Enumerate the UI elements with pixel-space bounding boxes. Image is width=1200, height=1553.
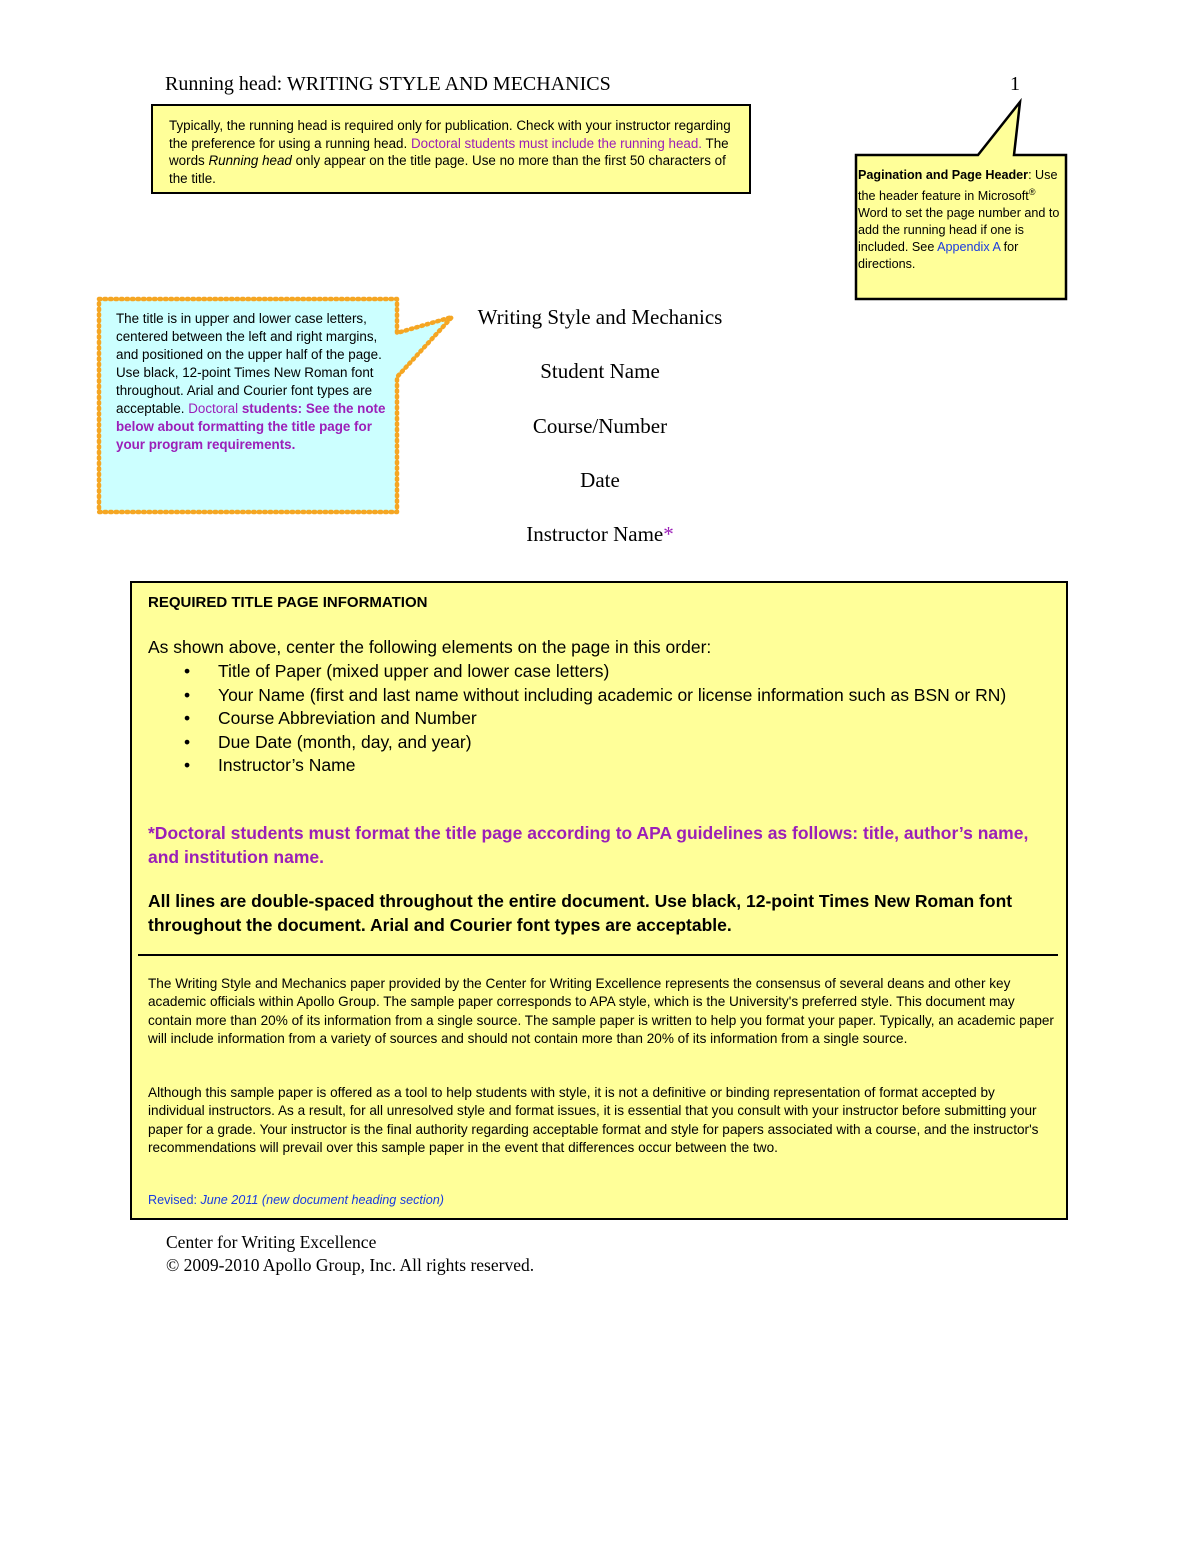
doctoral-running-head-note: Doctoral students must include the running head. — [410, 135, 703, 151]
running-head-italic: Running head — [208, 153, 292, 168]
revised-description: (new document heading section) — [261, 1193, 444, 1207]
list-item: • Your Name (first and last name without including academic or license information such as BSN or RN) — [148, 684, 1048, 708]
instructor-name — [400, 522, 800, 547]
footer-copyright: © 2009-2010 Apollo Group, Inc. All rights reserved. — [166, 1255, 535, 1275]
course-number: Course/Number — [532, 414, 668, 438]
pagination-note-heading: Pagination and Page Header — [858, 168, 1029, 182]
list-item: • Course Abbreviation and Number — [148, 707, 1048, 731]
required-list — [148, 660, 1048, 778]
date: Date — [580, 468, 620, 492]
list-item: • Title of Paper (mixed upper and lower case letters) — [148, 660, 1048, 684]
spacing-requirement: All lines are double-spaced throughout the entire document. Use black, 12-point Times New Roman font throughout the document. Arial and Courier font types are acceptable. — [148, 891, 1013, 935]
pagination-note-text-b: Word to set the page number and to add the running head if one is included. See — [858, 206, 1060, 255]
doctoral-requirement: *Doctoral students must format the title page according to APA guidelines as follows: title, author’s name, and institution name. — [148, 823, 1029, 867]
page-number: 1 — [1010, 73, 1020, 95]
required-intro: As shown above, center the following elements on the page in this order: — [148, 637, 712, 657]
list-item: • Due Date (month, day, and year) — [148, 731, 1048, 755]
student-name: Student Name — [540, 359, 660, 383]
title-note-doctoral: Doctoral — [188, 401, 239, 416]
running-head-note-text-b: The words — [169, 135, 729, 168]
required-info-box — [130, 581, 1068, 1220]
list-item: • Instructor’s Name — [148, 754, 1048, 778]
instructor-name-text: Instructor Name — [526, 522, 664, 546]
paper-title: Writing Style and Mechanics — [477, 305, 723, 329]
pagination-note-text: : Use the header feature in Microsoft — [858, 168, 1058, 204]
title-note-doctoral-bold: students: See the note below about formatting the title page for your program requirements. — [116, 401, 386, 452]
title-note-text: The title is in upper and lower case letters, centered between the left and right margins, and positioned on the upper half of the page. Use black, 12-point Times New Roman font throughout. Arial and Courier font types are acceptable. — [116, 311, 382, 416]
revised-date: June 2011 — [200, 1193, 259, 1207]
appendix-a-link[interactable]: Appendix A — [937, 240, 1001, 255]
running-head-note — [151, 104, 751, 194]
title-format-note — [116, 310, 394, 454]
running-head: Running head: WRITING STYLE AND MECHANICS — [165, 73, 611, 95]
revised-label: Revised: — [148, 1193, 197, 1207]
disclaimer-paragraph-1: The Writing Style and Mechanics paper provided by the Center for Writing Excellence represents the consensus of several deans and other key academic officials within Apollo Group. The sample paper corresponds to APA style, which is the University's preferred style. This document may contain more than 20% of its information from a single source. The sample paper is written to help you format your paper. Typically, an academic paper will include information from a variety of sources and should not contain more than 20% of its information from a single source. — [148, 976, 1054, 1046]
disclaimer-paragraph-2: Although this sample paper is offered as a tool to help students with style, it is not a definitive or binding representation of format accepted by individual instructors. As a result, for all unresolved style and format issues, it is essential that you consult with your instructor before submitting your paper for a grade. Your instructor is the final authority regarding acceptable format and style for papers associated with a course, and the instructor's recommendations will prevail over this sample paper in the event that differences occur between the two. — [148, 1085, 1039, 1155]
pagination-note-text-c: for directions. — [858, 240, 1019, 272]
registered-mark: ® — [1028, 187, 1036, 197]
footer-organization: Center for Writing Excellence — [166, 1232, 377, 1252]
instructor-asterisk: * — [663, 522, 674, 546]
running-head-note-text-c: only appear on the title page. Use no more than the first 50 characters of the title. — [169, 153, 726, 186]
revised-note — [148, 1193, 444, 1207]
divider — [138, 954, 1058, 956]
running-head-note-text: Typically, the running head is required only for publication. Check with your instructor regarding the preference for using a running head. — [169, 118, 731, 151]
required-heading: REQUIRED TITLE PAGE INFORMATION — [148, 594, 428, 611]
pagination-note — [858, 167, 1066, 273]
